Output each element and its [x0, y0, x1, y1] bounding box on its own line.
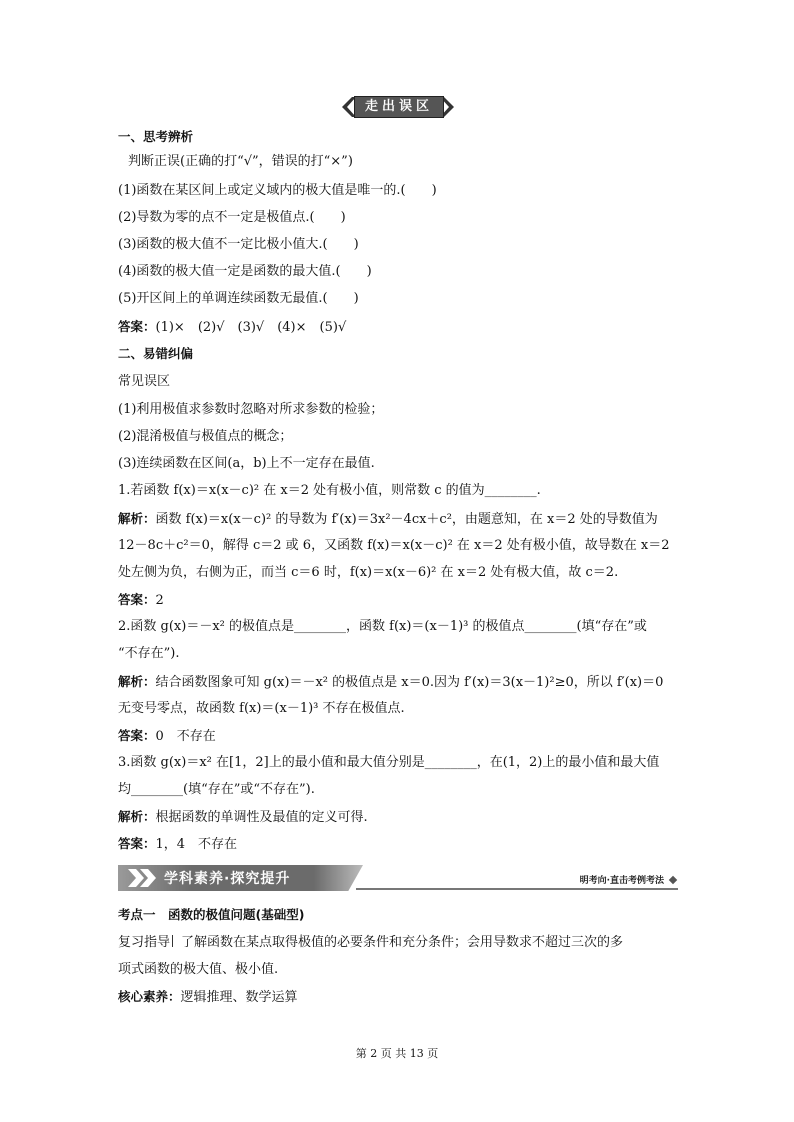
- analysis-label: 解析：: [118, 674, 156, 689]
- q1-answer: [118, 591, 164, 610]
- answer-text: (1)× (2)√ (3)√ (4)× (5)√: [155, 320, 347, 335]
- guide-text: 了解函数在某点取得极值的必要条件和充分条件；会用导数求不超过三次的多: [181, 935, 624, 950]
- answer-text: 0 不存在: [155, 729, 216, 744]
- diamond-icon: [669, 876, 677, 884]
- q3-stem: 均________(填“存在”或“不存在”).: [118, 782, 315, 797]
- kaodian-title: 考点一 函数的极值问题(基础型): [118, 907, 305, 922]
- q3-stem: 3.函数 g(x)＝x² 在[1，2]上的最小值和最大值分别是________，在(1，2)上的最小值和最大值: [118, 755, 660, 770]
- analysis-label: 解析：: [118, 809, 156, 824]
- kaodian-guide: [118, 934, 623, 952]
- q2-analysis-line: 无变号零点，故函数 f(x)＝(x－1)³ 不存在极值点.: [118, 701, 405, 716]
- analysis-label: 解析：: [118, 511, 156, 526]
- answer-label: 答案：: [118, 592, 156, 607]
- analysis-text: 函数 f(x)＝x(x－c)² 的导数为 f′(x)＝3x²－4cx＋c²，由题意知，在 x＝2 处的导数值为: [155, 512, 658, 527]
- q3-analysis-line: [118, 808, 368, 827]
- core-text: 逻辑推理、数学运算: [180, 990, 298, 1005]
- section2-item: (1)利用极值求参数时忽略对所求参数的检验；: [118, 402, 384, 417]
- section1-heading: 一、思考辨析: [118, 129, 194, 144]
- banner-title: 走出误区: [354, 96, 444, 118]
- q2-stem: 2.函数 g(x)＝－x² 的极值点是________，函数 f(x)＝(x－1)³ 的极值点________(填“存在”或: [118, 619, 647, 634]
- q1-analysis-line: 12－8c＋c²＝0，解得 c＝2 或 6，又函数 f(x)＝x(x－c)² 在 x＝2 处有极小值，故导数在 x＝2: [118, 538, 670, 553]
- section1-instruction: 判断正误(正确的打“√”，错误的打“×”): [128, 154, 353, 169]
- answer-label: 答案：: [118, 728, 156, 743]
- page-footer: 第 2 页 共 13 页: [355, 1047, 439, 1060]
- kaodian-guide-line: 项式函数的极大值、极小值.: [118, 962, 279, 977]
- kaodian-core: [118, 988, 298, 1007]
- section2-sub: 常见误区: [118, 374, 171, 389]
- answer-text: 2: [155, 593, 164, 608]
- answer-label: 答案：: [118, 319, 156, 334]
- section1-item: (4)函数的极大值一定是函数的最大值.( ): [118, 264, 372, 279]
- analysis-text: 根据函数的单调性及最值的定义可得.: [155, 810, 368, 825]
- section-banner: [340, 95, 456, 119]
- section2-heading: 二、易错纠偏: [118, 346, 194, 361]
- section1-item: (3)函数的极大值不一定比极小值大.( ): [118, 237, 359, 252]
- section2-item: (2)混淆极值与极值点的概念；: [118, 429, 293, 444]
- q3-answer: [118, 835, 237, 854]
- q2-analysis-line: [118, 673, 663, 692]
- q1-stem: 1.若函数 f(x)＝x(x－c)² 在 x＝2 处有极小值，则常数 c 的值为________.: [118, 483, 541, 498]
- bar-chevron-icon: [128, 869, 158, 887]
- section1-answer: [118, 318, 346, 337]
- bar-rule: [356, 888, 678, 890]
- answer-label: 答案：: [118, 836, 156, 851]
- section1-item: (1)函数在某区间上或定义域内的极大值是唯一的.( ): [118, 183, 437, 198]
- analysis-text: 结合函数图象可知 g(x)＝－x² 的极值点是 x＝0.因为 f′(x)＝3(x－1)²≥0，所以 f′(x)＝0: [155, 675, 664, 690]
- q2-answer: [118, 727, 216, 746]
- q1-analysis-line: [118, 510, 658, 529]
- answer-text: 1，4 不存在: [155, 837, 238, 852]
- guide-label: 复习指导: [118, 935, 171, 950]
- q1-analysis-line: 处左侧为负，右侧为正，而当 c＝6 时，f(x)＝x(x－6)² 在 x＝2 处有极大值，故 c＝2.: [118, 565, 619, 580]
- section-bar: [118, 865, 678, 891]
- bar-subtitle: 明考向·直击考例考法: [579, 876, 664, 886]
- section1-item: (5)开区间上的单调连续函数无最值.( ): [118, 291, 359, 306]
- divider: [172, 935, 173, 947]
- section1-item: (2)导数为零的点不一定是极值点.( ): [118, 210, 346, 225]
- section2-item: (3)连续函数在区间(a，b)上不一定存在最值.: [118, 456, 375, 471]
- bar-title: 学科素养·探究提升: [164, 871, 291, 887]
- q2-stem: “不存在”).: [118, 646, 180, 661]
- core-label: 核心素养：: [118, 989, 181, 1004]
